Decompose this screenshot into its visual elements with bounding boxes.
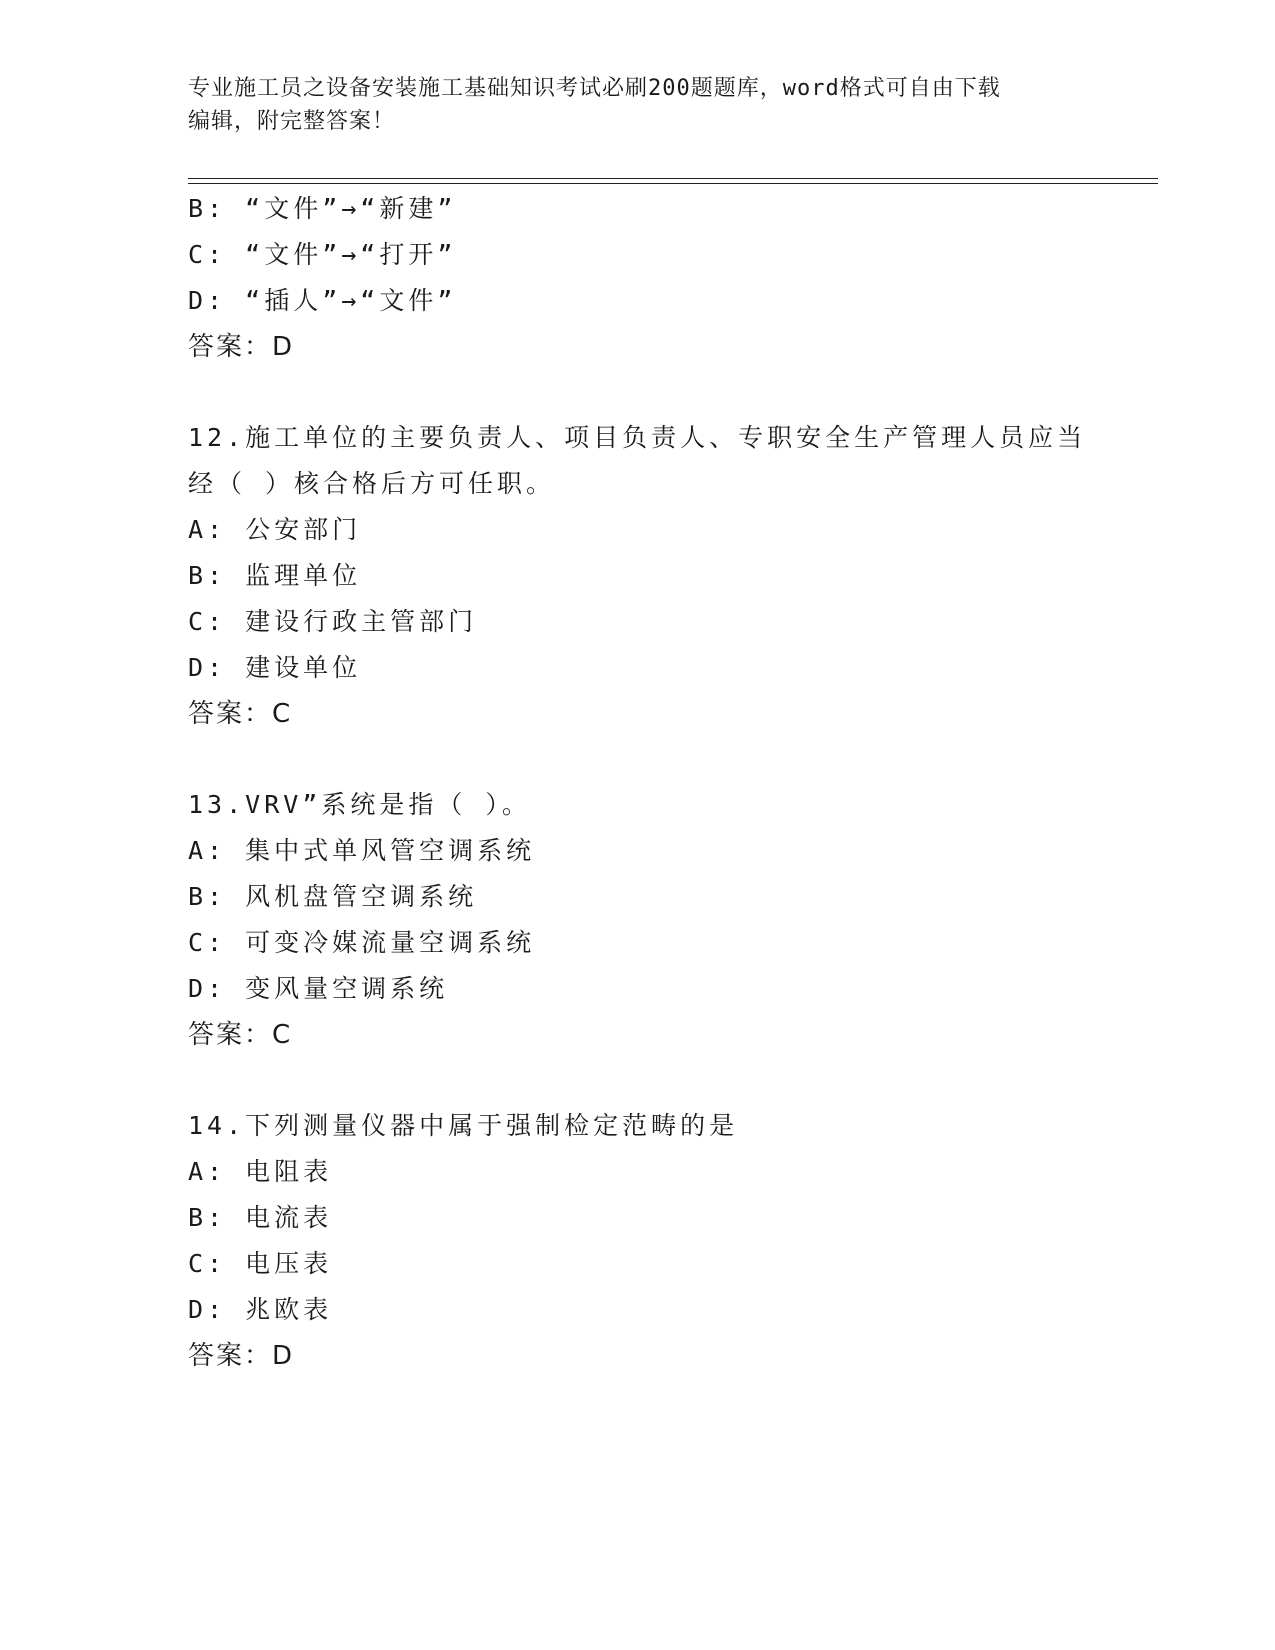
option-a: A: 公安部门 [188,515,362,544]
option-c: C: “文件”→“打开” [188,240,457,269]
option-a: A: 电阻表 [188,1157,333,1186]
question-stem-line-1: 12.施工单位的主要负责人、项目负责人、专职安全生产管理人员应当 [188,423,1087,452]
spacer [188,1058,1088,1103]
header-line-1: 专业施工员之设备安装施工基础知识考试必刷200题题库，word格式可自由下载 [188,76,1001,101]
option-b: B: 风机盘管空调系统 [188,882,478,911]
question-stem-line-1: 14.下列测量仪器中属于强制检定范畴的是 [188,1111,739,1140]
option-c: C: 建设行政主管部门 [188,607,478,636]
header-divider-top [188,178,1158,179]
option-c: C: 电压表 [188,1249,333,1278]
answer-line: 答案：C [188,699,293,729]
option-d: D: 兆欧表 [188,1295,333,1324]
spacer [188,737,1088,782]
spacer [188,370,1088,415]
option-d: D: 变风量空调系统 [188,974,449,1003]
answer-line: 答案：D [188,1341,295,1371]
answer-line: 答案：D [188,332,295,362]
question-list [188,186,1088,1379]
question-14 [188,1103,1088,1379]
option-c: C: 可变冷媒流量空调系统 [188,928,536,957]
question-13 [188,782,1088,1058]
option-b: B: 电流表 [188,1203,333,1232]
option-d: D: “插人”→“文件” [188,286,457,315]
question-12 [188,415,1088,737]
answer-line: 答案：C [188,1020,293,1050]
option-b: B: 监理单位 [188,561,362,590]
option-a: A: 集中式单风管空调系统 [188,836,536,865]
option-d: D: 建设单位 [188,653,362,682]
header-line-2: 编辑，附完整答案！ [188,109,396,134]
question-fragment [188,186,1088,370]
question-stem-line-2: 经（ ）核合格后方可任职。 [188,469,556,498]
header-divider-bottom [188,183,1158,184]
document-header [188,72,1088,138]
question-stem-line-1: 13.VRV”系统是指（ ）。 [188,790,531,819]
option-b: B: “文件”→“新建” [188,194,457,223]
